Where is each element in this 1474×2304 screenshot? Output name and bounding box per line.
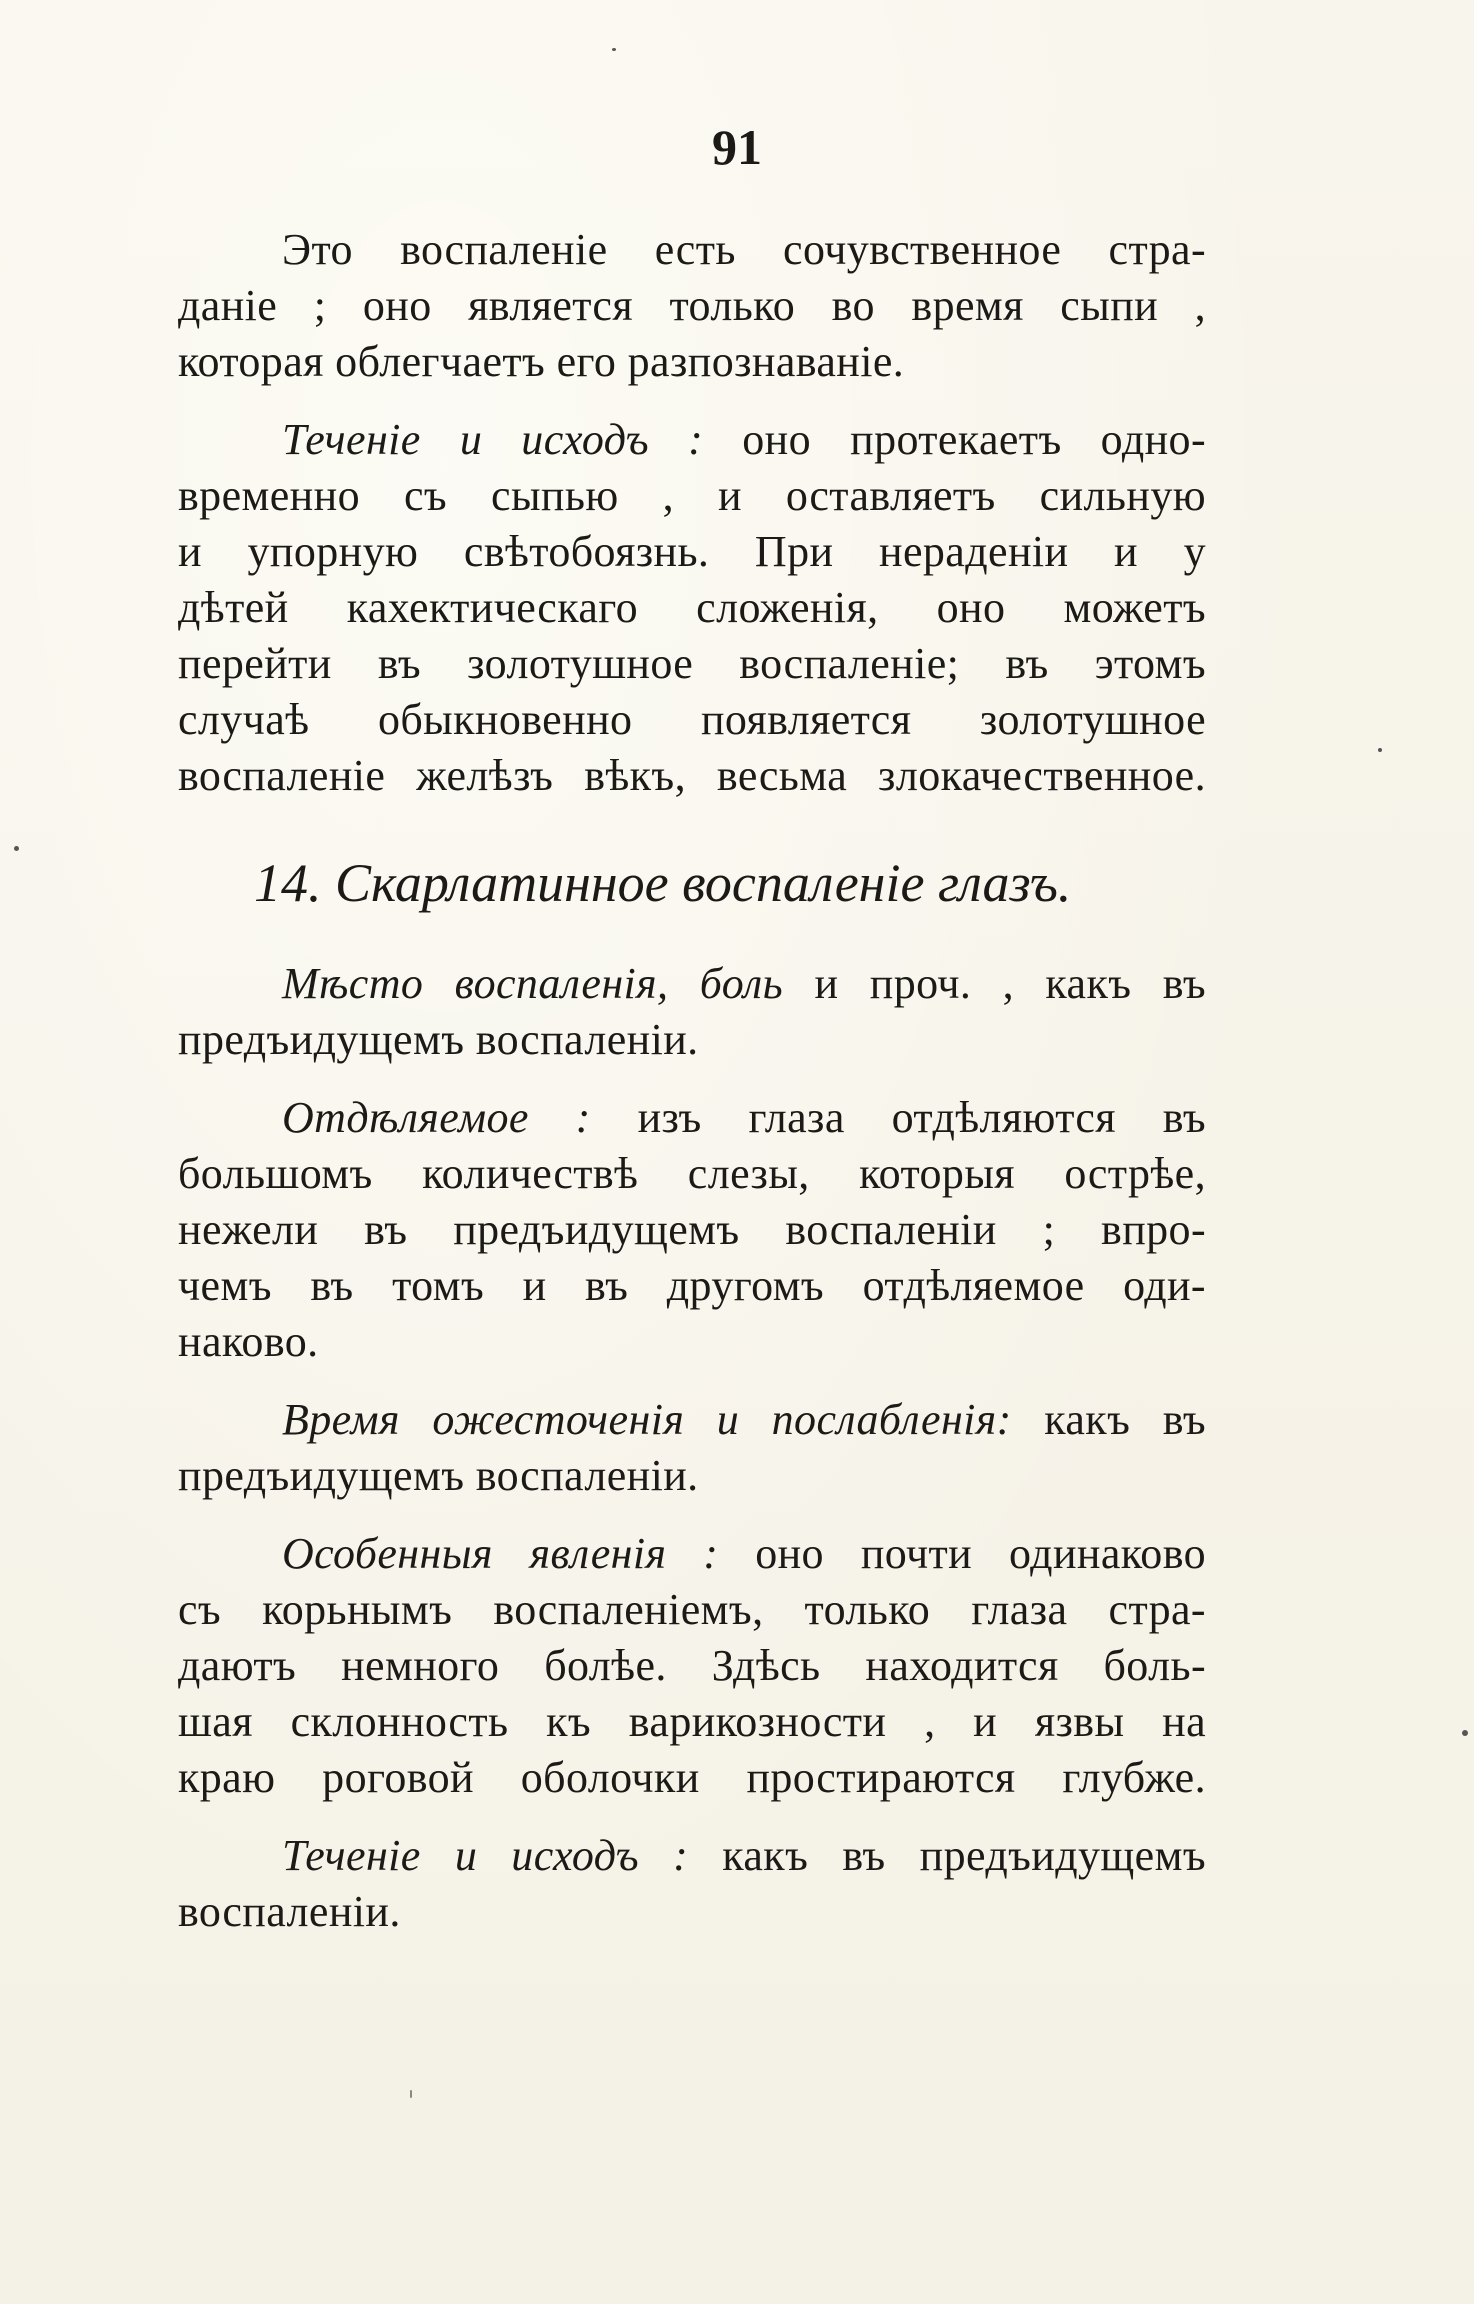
text-line: большомъ количествѣ слезы, которыя острѣе,: [178, 1149, 1206, 1198]
paper-speck: [14, 846, 19, 851]
paragraph: [178, 222, 1206, 390]
page-text: [178, 222, 1206, 1962]
paragraph: [178, 1392, 1206, 1504]
text-line: [178, 956, 1206, 1012]
text-line: дѣтей кахектическаго сложенія, оно можетъ: [178, 583, 1206, 632]
line-text: какъ въ предъидущемъ: [722, 1831, 1206, 1880]
paragraph: [178, 412, 1206, 804]
line-text: и проч. , какъ въ: [814, 959, 1206, 1008]
text-line: съ корьнымъ воспаленіемъ, только глаза стра-: [178, 1585, 1206, 1634]
text-line: [178, 1090, 1206, 1146]
paragraph-term: Теченіе и исходъ :: [282, 1831, 689, 1880]
text-line: даютъ немного болѣе. Здѣсь находится боль-: [178, 1641, 1206, 1690]
text-line: временно съ сыпью , и оставляетъ сильную: [178, 471, 1206, 520]
paragraph-term: Теченіе и исходъ :: [282, 415, 704, 464]
text-line: [178, 1828, 1206, 1884]
section-heading: 14. Скарлатинное воспаленіе глазъ.: [254, 853, 1072, 913]
text-line: которая облегчаетъ его разпознаваніе.: [178, 337, 905, 386]
line-text: оно протекаетъ одно-: [742, 415, 1206, 464]
text-line: краю роговой оболочки простираются глубже.: [178, 1753, 1206, 1802]
paper-speck: [1462, 1730, 1468, 1736]
text-line: [178, 1526, 1206, 1582]
text-line: предъидущемъ воспаленіи.: [178, 1015, 699, 1064]
line-text: изъ глаза отдѣляются въ: [637, 1093, 1206, 1142]
paragraph: [178, 1526, 1206, 1806]
paper-speck: [410, 2090, 412, 2098]
text-line: шая склонность къ варикозности , и язвы на: [178, 1697, 1206, 1746]
text-line: воспаленіи.: [178, 1887, 401, 1936]
text-line: [178, 412, 1206, 468]
text-line: Это воспаленіе есть сочувственное стра-: [282, 225, 1206, 274]
text-line: нежели въ предъидущемъ воспаленіи ; впро-: [178, 1205, 1206, 1254]
text-line: случаѣ обыкновенно появляется золотушное: [178, 695, 1206, 744]
text-line: чемъ въ томъ и въ другомъ отдѣляемое оди-: [178, 1261, 1206, 1310]
paragraph-term: Особенныя явленія :: [282, 1529, 719, 1578]
page-number: 91: [712, 119, 762, 175]
line-text: какъ въ: [1044, 1395, 1206, 1444]
text-line: даніе ; оно является только во время сыпи ,: [178, 281, 1206, 330]
line-text: оно почти одинаково: [755, 1529, 1206, 1578]
text-line: и упорную свѣтобоязнь. При нераденіи и у: [178, 527, 1206, 576]
text-line: воспаленіе желѣзъ вѣкъ, весьма злокачественное.: [178, 751, 1206, 800]
paragraph: [178, 1828, 1206, 1940]
paragraph: [178, 1090, 1206, 1370]
text-line: предъидущемъ воспаленіи.: [178, 1451, 699, 1500]
paragraph-term: Мѣсто воспаленія, боль: [282, 959, 784, 1008]
paper-speck: [1378, 748, 1382, 752]
paper-speck: [612, 48, 616, 51]
paragraph-term: Время ожесточенія и послабленія:: [282, 1395, 1012, 1444]
text-line: [178, 1392, 1206, 1448]
text-line: перейти въ золотушное воспаленіе; въ этомъ: [178, 639, 1206, 688]
paragraph-term: Отдѣляемое :: [282, 1093, 591, 1142]
paragraph: [178, 956, 1206, 1068]
text-line: наково.: [178, 1317, 319, 1366]
